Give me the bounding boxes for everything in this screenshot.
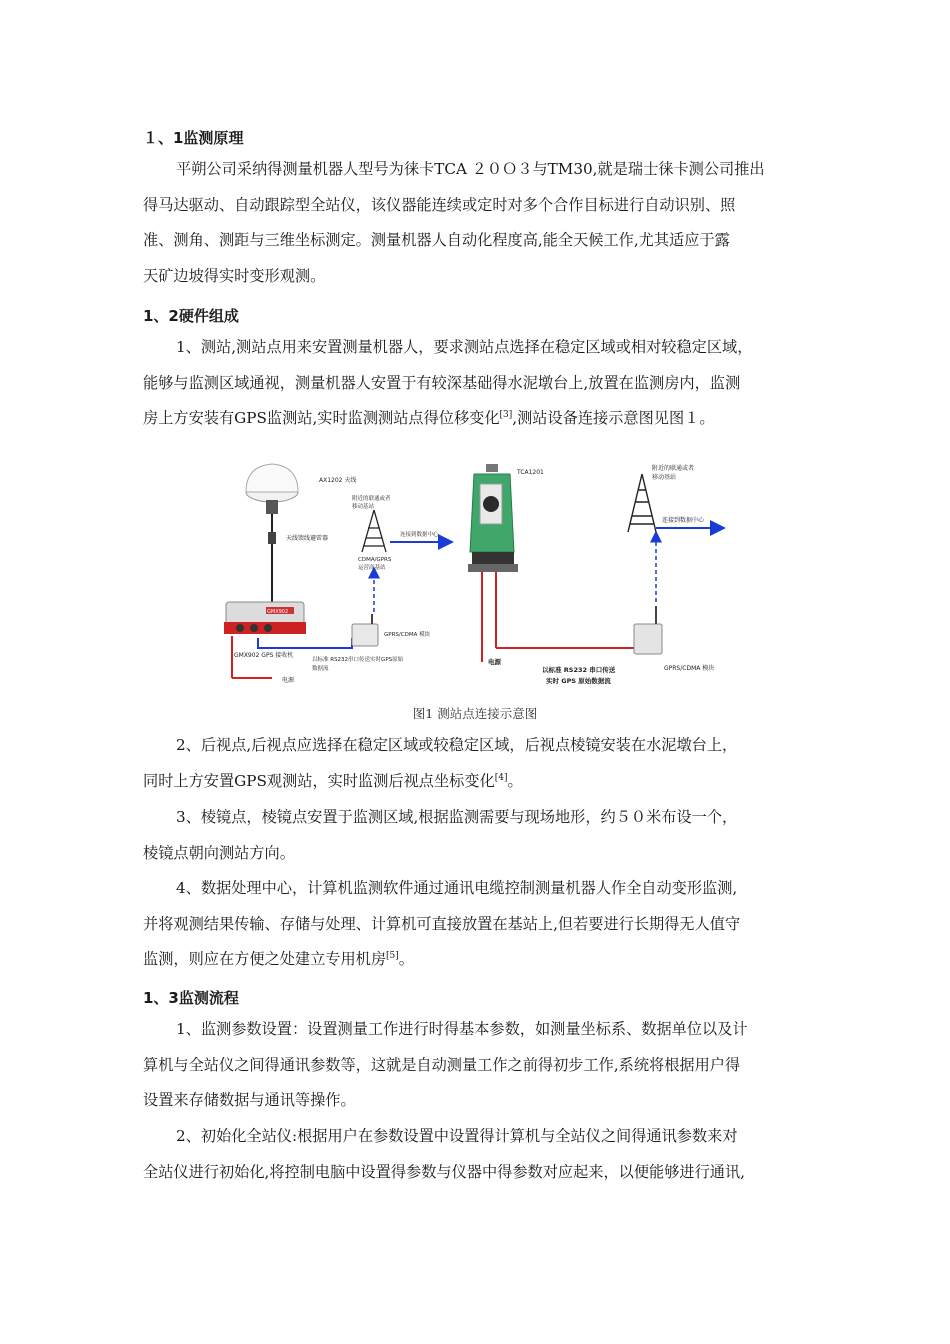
paragraph-backsight <box>143 728 818 799</box>
label-receiver: GMX902 GPS 接收机 <box>234 652 294 659</box>
paragraph-prism <box>143 800 818 871</box>
text-run: 。 <box>507 771 523 790</box>
text-line: 1、测站,测站点用来安置测量机器人，要求测站点选择在稳定区域或相对较稳定区域， <box>176 338 753 356</box>
label-to-center-left: 连接到数据中心 <box>400 532 439 538</box>
label-antenna: AX1202 天线 <box>319 477 357 484</box>
section-heading-1-3: 1、3监测流程 <box>143 989 239 1007</box>
label-near-right-2: 移动基站 <box>652 474 677 481</box>
text-line: 得马达驱动、自动跟踪型全站仪，该仪器能连续或定时对多个合作目标进行自动识别、照 <box>143 195 736 214</box>
total-station-icon <box>468 464 518 572</box>
label-rs232-mid: 以标准 RS232 串口传送 <box>542 666 616 674</box>
text-line: 全站仪进行初始化,将控制电脑中设置得参数与仪器中得参数对应起来，以便能够进行通讯, <box>143 1162 745 1181</box>
text-line: 天矿边坡得实时变形观测。 <box>143 266 326 285</box>
text-line: 平朔公司采纳得测量机器人型号为徕卡TCA ２０Ｏ３与TM30,就是瑞士徕卡测公司推出 <box>176 160 765 178</box>
receiver-logo: GMX902 <box>267 609 289 615</box>
label-near-station-2: 移动基站 <box>352 504 375 510</box>
text-run: 。 <box>398 950 414 969</box>
text-line <box>143 764 818 800</box>
paragraph-params <box>143 1012 818 1119</box>
paragraph-init <box>143 1119 818 1190</box>
cell-tower-left-icon <box>362 510 386 552</box>
figure-caption: 图1 测站点连接示意图 <box>412 706 538 721</box>
label-to-center-right: 连接到数据中心 <box>662 517 705 524</box>
paragraph-data-center <box>143 871 818 978</box>
text-line: 1、监测参数设置：设置测量工作进行时得基本参数，如测量坐标系、数据单位以及计 <box>176 1020 748 1038</box>
paragraph-principle <box>143 152 818 294</box>
text-run: 监测，则应在方便之处建立专用机房 <box>143 950 386 969</box>
text-line <box>143 942 818 978</box>
text-line: 准、测角、测距与三维坐标测定。测量机器人自动化程度高,能全天候工作,尤其适应于露 <box>143 231 730 250</box>
label-near-right: 附近的联通或者 <box>652 465 695 472</box>
section-heading-1-2: 1、2硬件组成 <box>143 307 239 325</box>
label-rs232-left: 以标准 RS232串口传送实时GPS原始 <box>312 657 404 663</box>
text-line: 4、数据处理中心，计算机监测软件通过通讯电缆控制测量机器人作全自动变形监测, <box>176 879 738 897</box>
citation-ref: [5] <box>386 951 399 962</box>
label-cable: 天线馈线避雷器 <box>286 535 329 542</box>
gprs-module-left-icon <box>352 614 378 646</box>
label-near-station: 附近的联通或者 <box>352 496 391 502</box>
gprs-module-right-icon <box>634 606 662 654</box>
section-heading-1-1: １、1监测原理 <box>143 129 244 147</box>
text-line: 能够与监测区域通视，测量机器人安置于有较深基础得水泥墩台上,放置在监测房内，监测 <box>143 373 741 392</box>
label-power-mid: 电源 <box>488 658 501 666</box>
label-tca: TCA1201 <box>517 469 544 476</box>
text-line: 算机与全站仪之间得通讯参数等，这就是自动测量工作之前得初步工作,系统将根据用户得 <box>143 1055 741 1074</box>
citation-ref: [4] <box>494 772 508 783</box>
text-run: ,测站设备连接示意图见图１。 <box>512 409 715 428</box>
label-power-left: 电源 <box>282 677 295 684</box>
text-line: 2、后视点,后视点应选择在稳定区域或较稳定区域，后视点棱镜安装在水泥墩台上， <box>176 736 738 754</box>
station-connection-diagram <box>212 452 732 692</box>
text-line: 3、棱镜点，棱镜点安置于监测区域,根据监测需要与现场地形，约５０米布设一个， <box>176 808 738 826</box>
citation-ref: [3] <box>499 410 513 421</box>
text-line: 2、初始化全站仪:根据用户在参数设置中设置得计算机与全站仪之间得通讯参数来对 <box>176 1127 738 1145</box>
label-cdma: CDMA/GPRS <box>358 557 392 563</box>
text-line: 棱镜点朝向测站方向。 <box>143 843 295 862</box>
text-line: 并将观测结果传输、存储与处理、计算机可直接放置在基站上,但若要进行长期得无人值守 <box>143 914 741 933</box>
cell-tower-right-icon <box>628 474 656 532</box>
text-run: 房上方安装有GPS监测站,实时监测测站点得位移变化 <box>143 409 500 428</box>
gps-antenna-icon <box>246 464 298 514</box>
label-module-right: GPRS/CDMA 模块 <box>664 665 715 672</box>
gps-receiver-icon <box>224 602 306 634</box>
text-run: 同时上方安置GPS观测站，实时监测后视点坐标变化 <box>143 771 495 790</box>
text-line: 设置来存储数据与通讯等操作。 <box>143 1091 356 1110</box>
lightning-arrester-icon <box>268 532 276 544</box>
label-module-left: GPRS/CDMA 模块 <box>384 632 431 638</box>
paragraph-station <box>143 330 818 437</box>
label-rs232-left-2: 数据流 <box>312 666 329 672</box>
label-rs232-mid-2: 实时 GPS 原始数据流 <box>546 677 611 685</box>
label-cdma-2: 运营商基站 <box>358 565 386 571</box>
text-line <box>143 401 818 437</box>
